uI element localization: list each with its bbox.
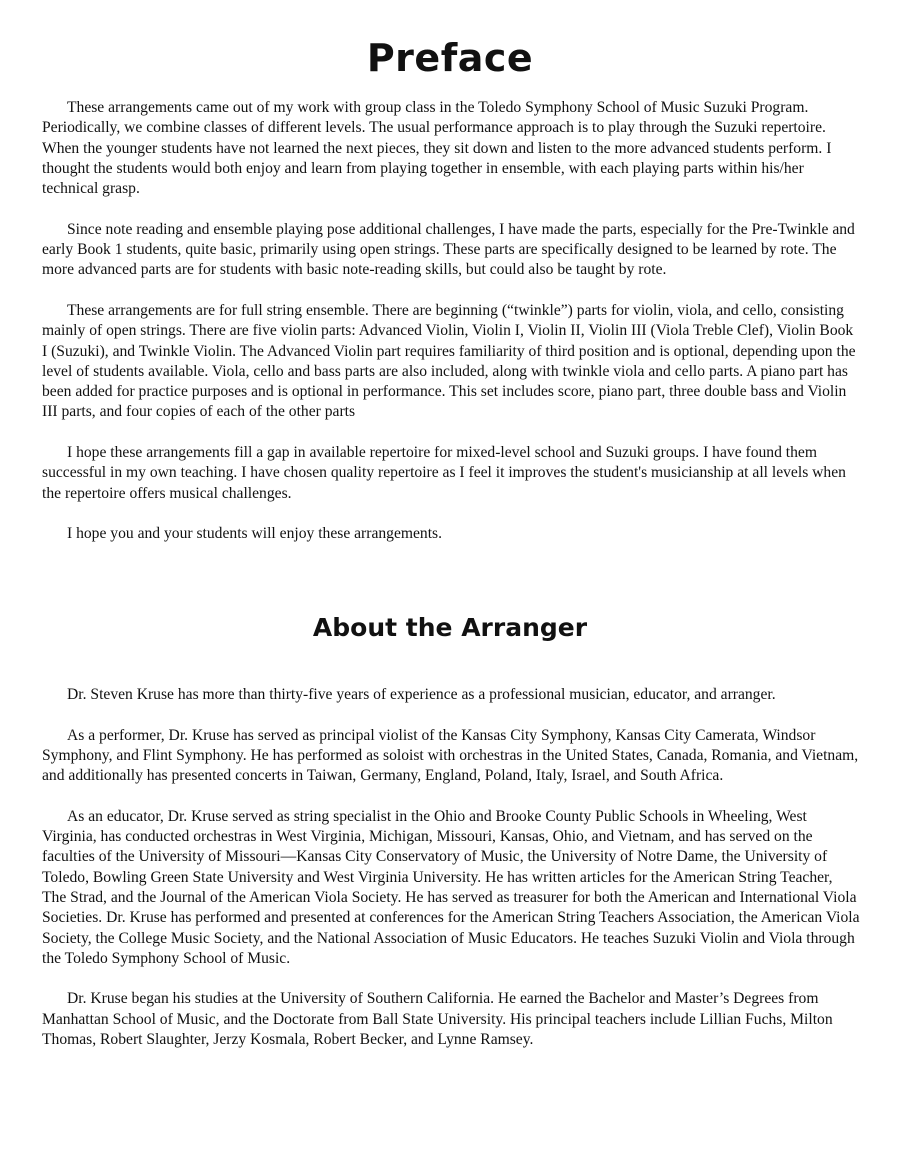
preface-paragraph: Since note reading and ensemble playing pose additional challenges, I have made the parts, especially for the Pre-Twinkle and early Book 1 students, quite basic, primarily using open strings. These parts are specifically designed to be learned by rote. The more advanced parts are for students with basic note-reading skills, but could also be taught by rote. — [42, 220, 855, 279]
about-paragraph: Dr. Steven Kruse has more than thirty-five years of experience as a professional musician, educator, and arranger. — [67, 686, 776, 703]
preface-paragraph: I hope you and your students will enjoy these arrangements. — [67, 525, 443, 543]
about-section — [42, 685, 860, 1050]
preface-paragraph: These arrangements came out of my work with group class in the Toledo Symphony School of Music Suzuki Program. Periodically, we combine classes of different levels. The usual performance approach is to play through the Suzuki repertoire. When the younger students have not learned the next pieces, they sit down and listen to the more advanced students perform. I thought the students would both enjoy and learn from playing together in ensemble, with each playing parts within his/her technical grasp. — [42, 99, 832, 198]
preface-paragraph: These arrangements are for full string ensemble. There are beginning (“twinkle”) parts for violin, viola, and cello, consisting mainly of open strings. There are five violin parts: Advanced Violin, Violin I, Violin II, Violin III (Viola Treble Clef), Violin Book I (Suzuki), and Twinkle Violin. The Advanced Violin part requires familiarity of third position and is optional, depending upon the level of students available. Viola, cello and bass parts are also included, along with twinkle viola and cello parts. A piano part has been added for practice purposes and is optional in performance. This set includes score, piano part, three double bass and Violin III parts, and four copies of each of the other parts — [42, 301, 856, 421]
about-paragraph: As an educator, Dr. Kruse served as string specialist in the Ohio and Brooke County Public Schools in Wheeling, West Virginia, has conducted orchestras in West Virginia, Michigan, Missouri, Kansas, Ohio, and Vietnam, and has served on the faculties of the University of Missouri—Kansas City Conservatory of Music, the University of Notre Dame, the University of Toledo, Bowling Green State University and West Virginia University. He has written articles for the American String Teacher, The Strad, and the Journal of the American Viola Society. He has served as treasurer for both the American and International Viola Societies. Dr. Kruse has performed and presented at conferences for the American String Teachers Association, the American Viola Society, the College Music Society, and the National Association of Music Educators. He teaches Suzuki Violin and Viola through the Toledo Symphony School of Music. — [42, 807, 860, 967]
preface-section — [42, 98, 860, 545]
preface-paragraph: I hope these arrangements fill a gap in available repertoire for mixed-level school and Suzuki groups. I have found them successful in my own teaching. I have chosen quality repertoire as I feel it improves the student's musicianship at all levels when the repertoire offers musical challenges. — [42, 444, 846, 502]
preface-title: Preface — [366, 36, 534, 80]
about-title: About the Arranger — [312, 613, 588, 642]
about-paragraph: As a performer, Dr. Kruse has served as principal violist of the Kansas City Symphony, Kansas City Camerata, Windsor Symphony, and Flint Symphony. He has performed as soloist with orchestras in the United States, Canada, Romania, and Vietnam, and additionally has presented concerts in Taiwan, Germany, England, Poland, Italy, Israel, and South Africa. — [42, 726, 859, 785]
about-paragraph: Dr. Kruse began his studies at the University of Southern California. He earned the Bachelor and Master’s Degrees from Manhattan School of Music, and the Doctorate from Ball State University. His principal teachers include Lillian Fuchs, Milton Thomas, Robert Slaughter, Jerzy Kosmala, Robert Becker, and Lynne Ramsey. — [42, 990, 833, 1049]
